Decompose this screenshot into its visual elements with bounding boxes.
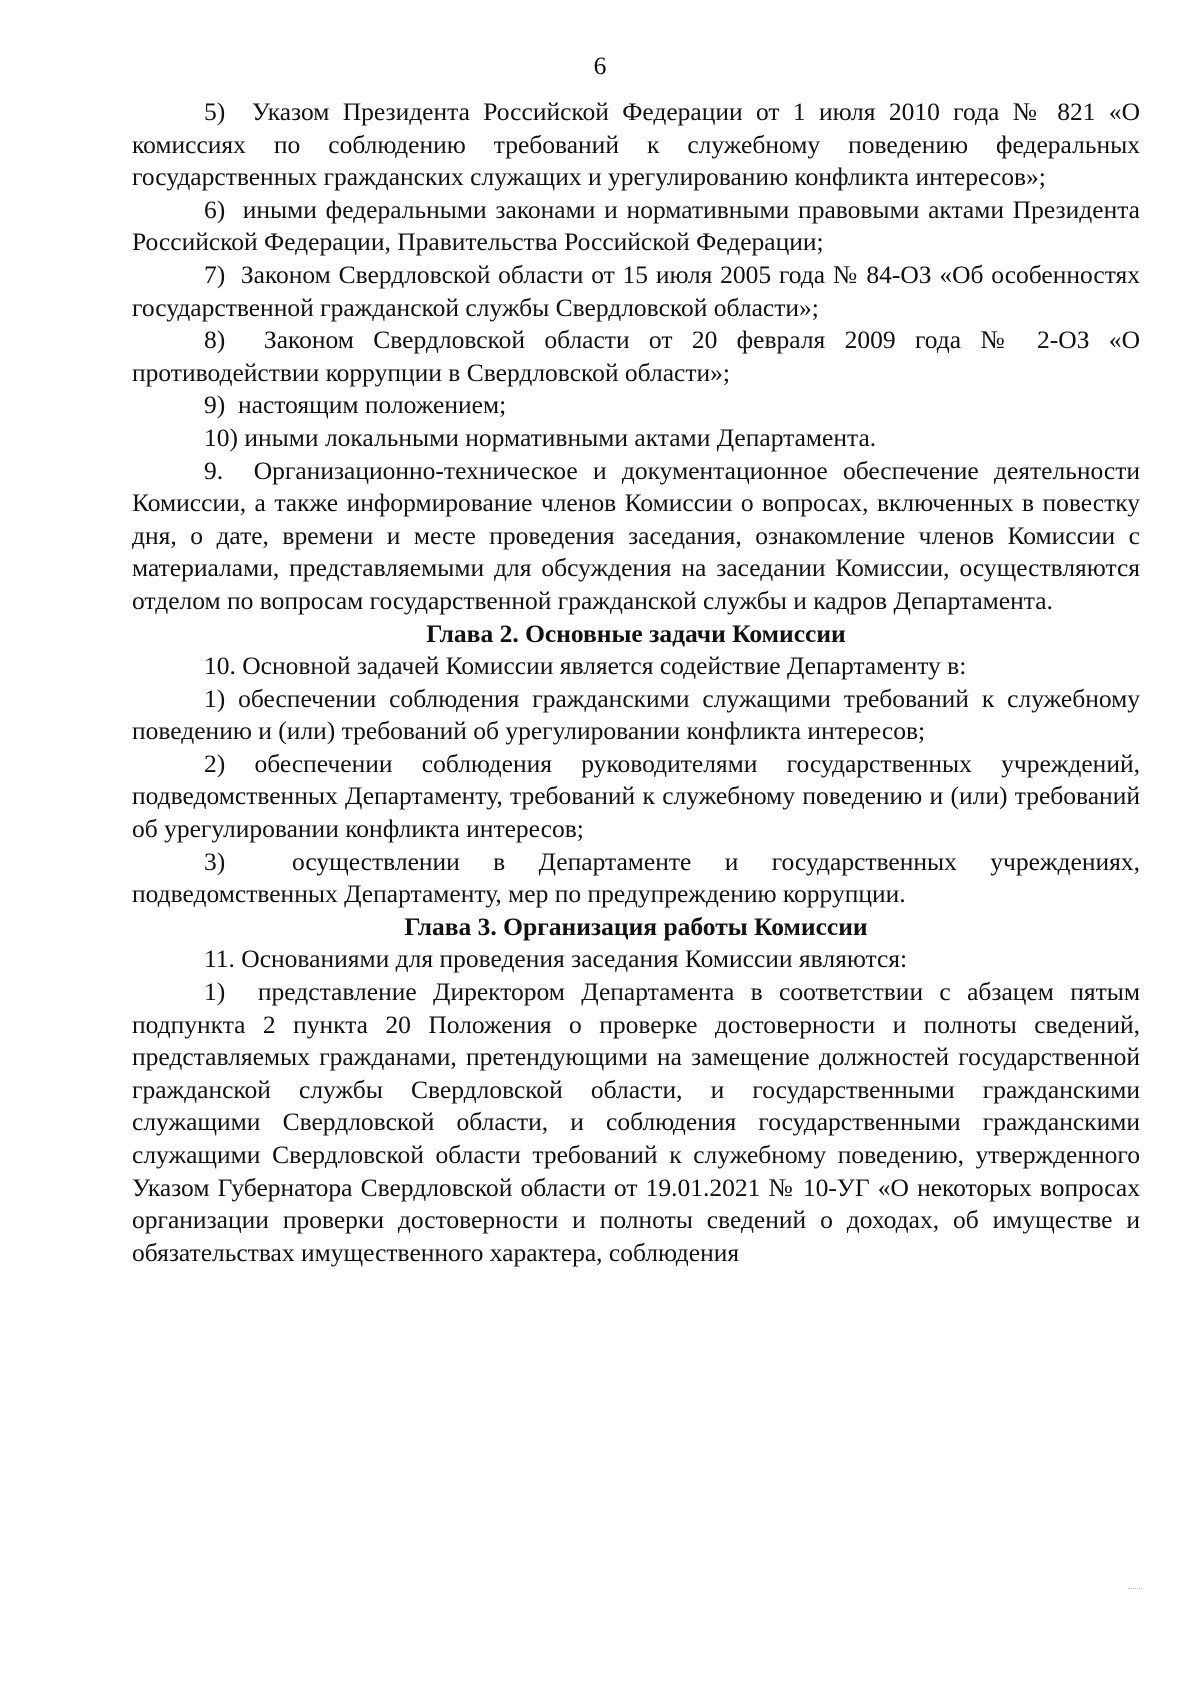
page-number: 6 bbox=[593, 51, 607, 80]
list-item-5: 5) Указом Президента Российской Федерации от 1 июля 2010 года № 821 «О комиссиях по соблюдению требований к служебному поведению федеральных государственных гражданских служащих и урегулированию конфликта интересов»; bbox=[132, 97, 1140, 192]
list-item-9: 9) настоящим положением; bbox=[204, 390, 507, 420]
paragraph-9: 9. Организационно-техническое и документационное обеспечение деятельности Комиссии, а также информирование членов Комиссии о вопросах, включенных в повестку дня, о дате, времени и месте проведения заседания, ознакомление членов Комиссии с материалами, представляемыми для обсуждения на заседании Комиссии, осуществляются отделом по вопросам государственной гражданской службы и кадров Департамента. bbox=[132, 455, 1140, 615]
list-item-10-2: 2) обеспечении соблюдения руководителями государственных учреждений, подведомственных Департаменту, требований к служебному поведению и (или) требований об урегулировании конфликта интересов; bbox=[132, 748, 1140, 844]
paragraph-11: 11. Основаниями для проведения заседания Комиссии являются: bbox=[204, 944, 908, 974]
list-item-10-3: 3) осуществлении в Департаменте и государственных учреждениях, подведомственных Департаменту, мер по предупреждению коррупции. bbox=[132, 846, 1140, 909]
list-item-10: 10) иными локальными нормативными актами Департамента. bbox=[204, 422, 877, 452]
list-item-11-1: 1) представление Директором Департамента в соответствии с абзацем пятым подпункта 2 пункта 20 Положения о проверке достоверности и полноты сведений, представляемых гражданами, претендующими на замещение должностей государственной гражданской службы Свердловской области, и государственными гражданскими служащими Свердловской области, и соблюдения государственными гражданскими служащими Свердловской области требований к служебному поведению, утвержденного Указом Губернатора Свердловской области от 19.01.2021 № 10-УГ «О некоторых вопросах организации проверки достоверности и полноты сведений о доходах, об имуществе и обязательствах имущественного характера, соблюдения bbox=[132, 977, 1140, 1267]
list-item-7: 7) Законом Свердловской области от 15 июля 2005 года № 84-ОЗ «Об особенностях государственной гражданской службы Свердловской области»; bbox=[132, 259, 1140, 322]
list-item-8: 8) Законом Свердловской области от 20 февраля 2009 года № 2-ОЗ «О противодействии коррупции в Свердловской области»; bbox=[132, 325, 1140, 387]
document-body bbox=[132, 96, 1140, 1269]
paragraph-10: 10. Основной задачей Комиссии является содействие Департаменту в: bbox=[204, 651, 967, 681]
list-item-6: 6) иными федеральными законами и нормативными правовыми актами Президента Российской Федерации, Правительства Российской Федерации; bbox=[132, 194, 1140, 257]
list-item-10-1: 1) обеспечении соблюдения гражданскими служащими требований к служебному поведению и (или) требований об урегулировании конфликта интересов; bbox=[132, 683, 1140, 746]
scan-speck bbox=[1128, 1588, 1142, 1592]
chapter-3-heading: Глава 3. Организация работы Комиссии bbox=[404, 911, 868, 941]
chapter-2-heading: Глава 2. Основные задачи Комиссии bbox=[426, 618, 846, 648]
